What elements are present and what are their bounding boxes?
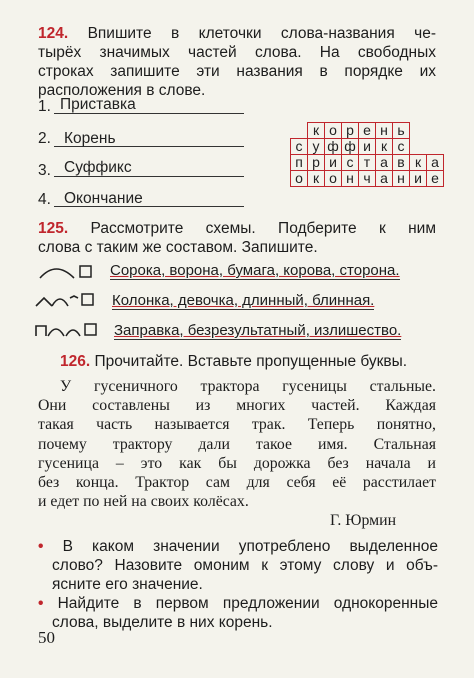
answer-1: Приставка [60,96,136,113]
scheme-2 [32,286,98,312]
grid-cell: в [393,155,410,171]
scheme-answer-2: Колонка, девочка, длинный, блинная. [112,292,375,309]
grid-cell: т [359,155,376,171]
grid-cell: о [325,171,342,187]
scheme-3 [32,316,100,342]
ex125-number: 125. [38,220,69,237]
line-number-1: 1. [38,98,51,115]
grid-cell: а [427,155,444,171]
grid-cell: н [376,123,393,139]
grid-cell: к [308,123,325,139]
grid-row-suffiks [242,139,444,155]
line-number-2: 2. [38,130,51,147]
grid-cell: ф [342,139,359,155]
crossword-grid [242,122,444,187]
question-2: • Найдите в первом предложении однокоренные слова, выделите в них корень. [38,595,438,631]
grid-cell: о [325,123,342,139]
grid-cell: и [325,155,342,171]
grid-cell: н [393,171,410,187]
grid-cell: у [308,139,325,155]
story-author: Г. Юрмин [330,512,397,529]
answer-4: Окончание [64,190,143,207]
scheme-answer-1: Сорока, ворона, бумага, корова, сторона. [110,262,400,279]
ex124-text: 124. Впишите в клеточки слова-названия че- тырёх значимых частей слова. На свободных строках запишите эти названия в порядке их расположения в слове. [38,25,436,99]
grid-cell: е [427,171,444,187]
grid-row-okonchanie [242,171,444,187]
grid-cell: с [342,155,359,171]
ex126-task: 126. Прочитайте. Вставьте пропущенные буквы. [60,353,408,370]
story-line-3: такая часть называется трак. Теперь понятно, [38,416,436,434]
ex125-text: 125. Рассмотрите схемы. Подберите к ним слова с таким же составом. Запишите. [38,220,436,256]
grid-cell: е [359,123,376,139]
question-1: • В каком значении употреблено выделенное слово? Назовите омоним к этому слову и объ- ясните его значение. [38,538,438,593]
answer-3: Суффикс [64,159,132,176]
story-line-5: гусеница – это как бы дорожка без начала и [38,454,436,472]
answer-2: Корень [64,130,116,147]
grid-cell: р [342,123,359,139]
grid-cell: ь [393,123,410,139]
page-number: 50 [38,628,55,647]
grid-cell: к [376,139,393,155]
story-line-2: Они составлены из многих частей. Каждая [38,397,436,415]
grid-cell: а [376,171,393,187]
bullet-icon: • [38,538,44,555]
grid-cell: с [291,139,308,155]
story-line-4: почему трактору дали такое имя. Стальная [38,435,436,453]
grid-cell: о [291,171,308,187]
grid-cell: к [410,155,427,171]
grid-cell: к [308,171,325,187]
grid-cell: ч [359,171,376,187]
grid-cell: н [342,171,359,187]
line-number-3: 3. [38,162,51,179]
line-number-4: 4. [38,191,51,208]
grid-cell: с [393,139,410,155]
story-line-1: У гусеничного трактора гусеницы стальные. [60,378,436,395]
bullet-icon: • [38,595,44,612]
grid-cell: и [359,139,376,155]
scheme-answer-3: Заправка, безрезультатный, излишество. [114,322,402,339]
grid-cell: р [308,155,325,171]
story-line-6: без конца. Трактор сам для себя её расстилает [38,474,436,492]
grid-cell: ф [325,139,342,155]
ex126-number: 126. [60,353,91,370]
grid-cell: п [291,155,308,171]
grid-row-koren [242,123,444,139]
story-line-7: и едет по ней на своих колёсах. [38,493,249,511]
ex126-story [38,377,436,511]
grid-cell: а [376,155,393,171]
grid-cell: и [410,171,427,187]
scheme-1 [34,258,96,284]
grid-row-pristavka [242,155,444,171]
ex124-number: 124. [38,25,69,42]
